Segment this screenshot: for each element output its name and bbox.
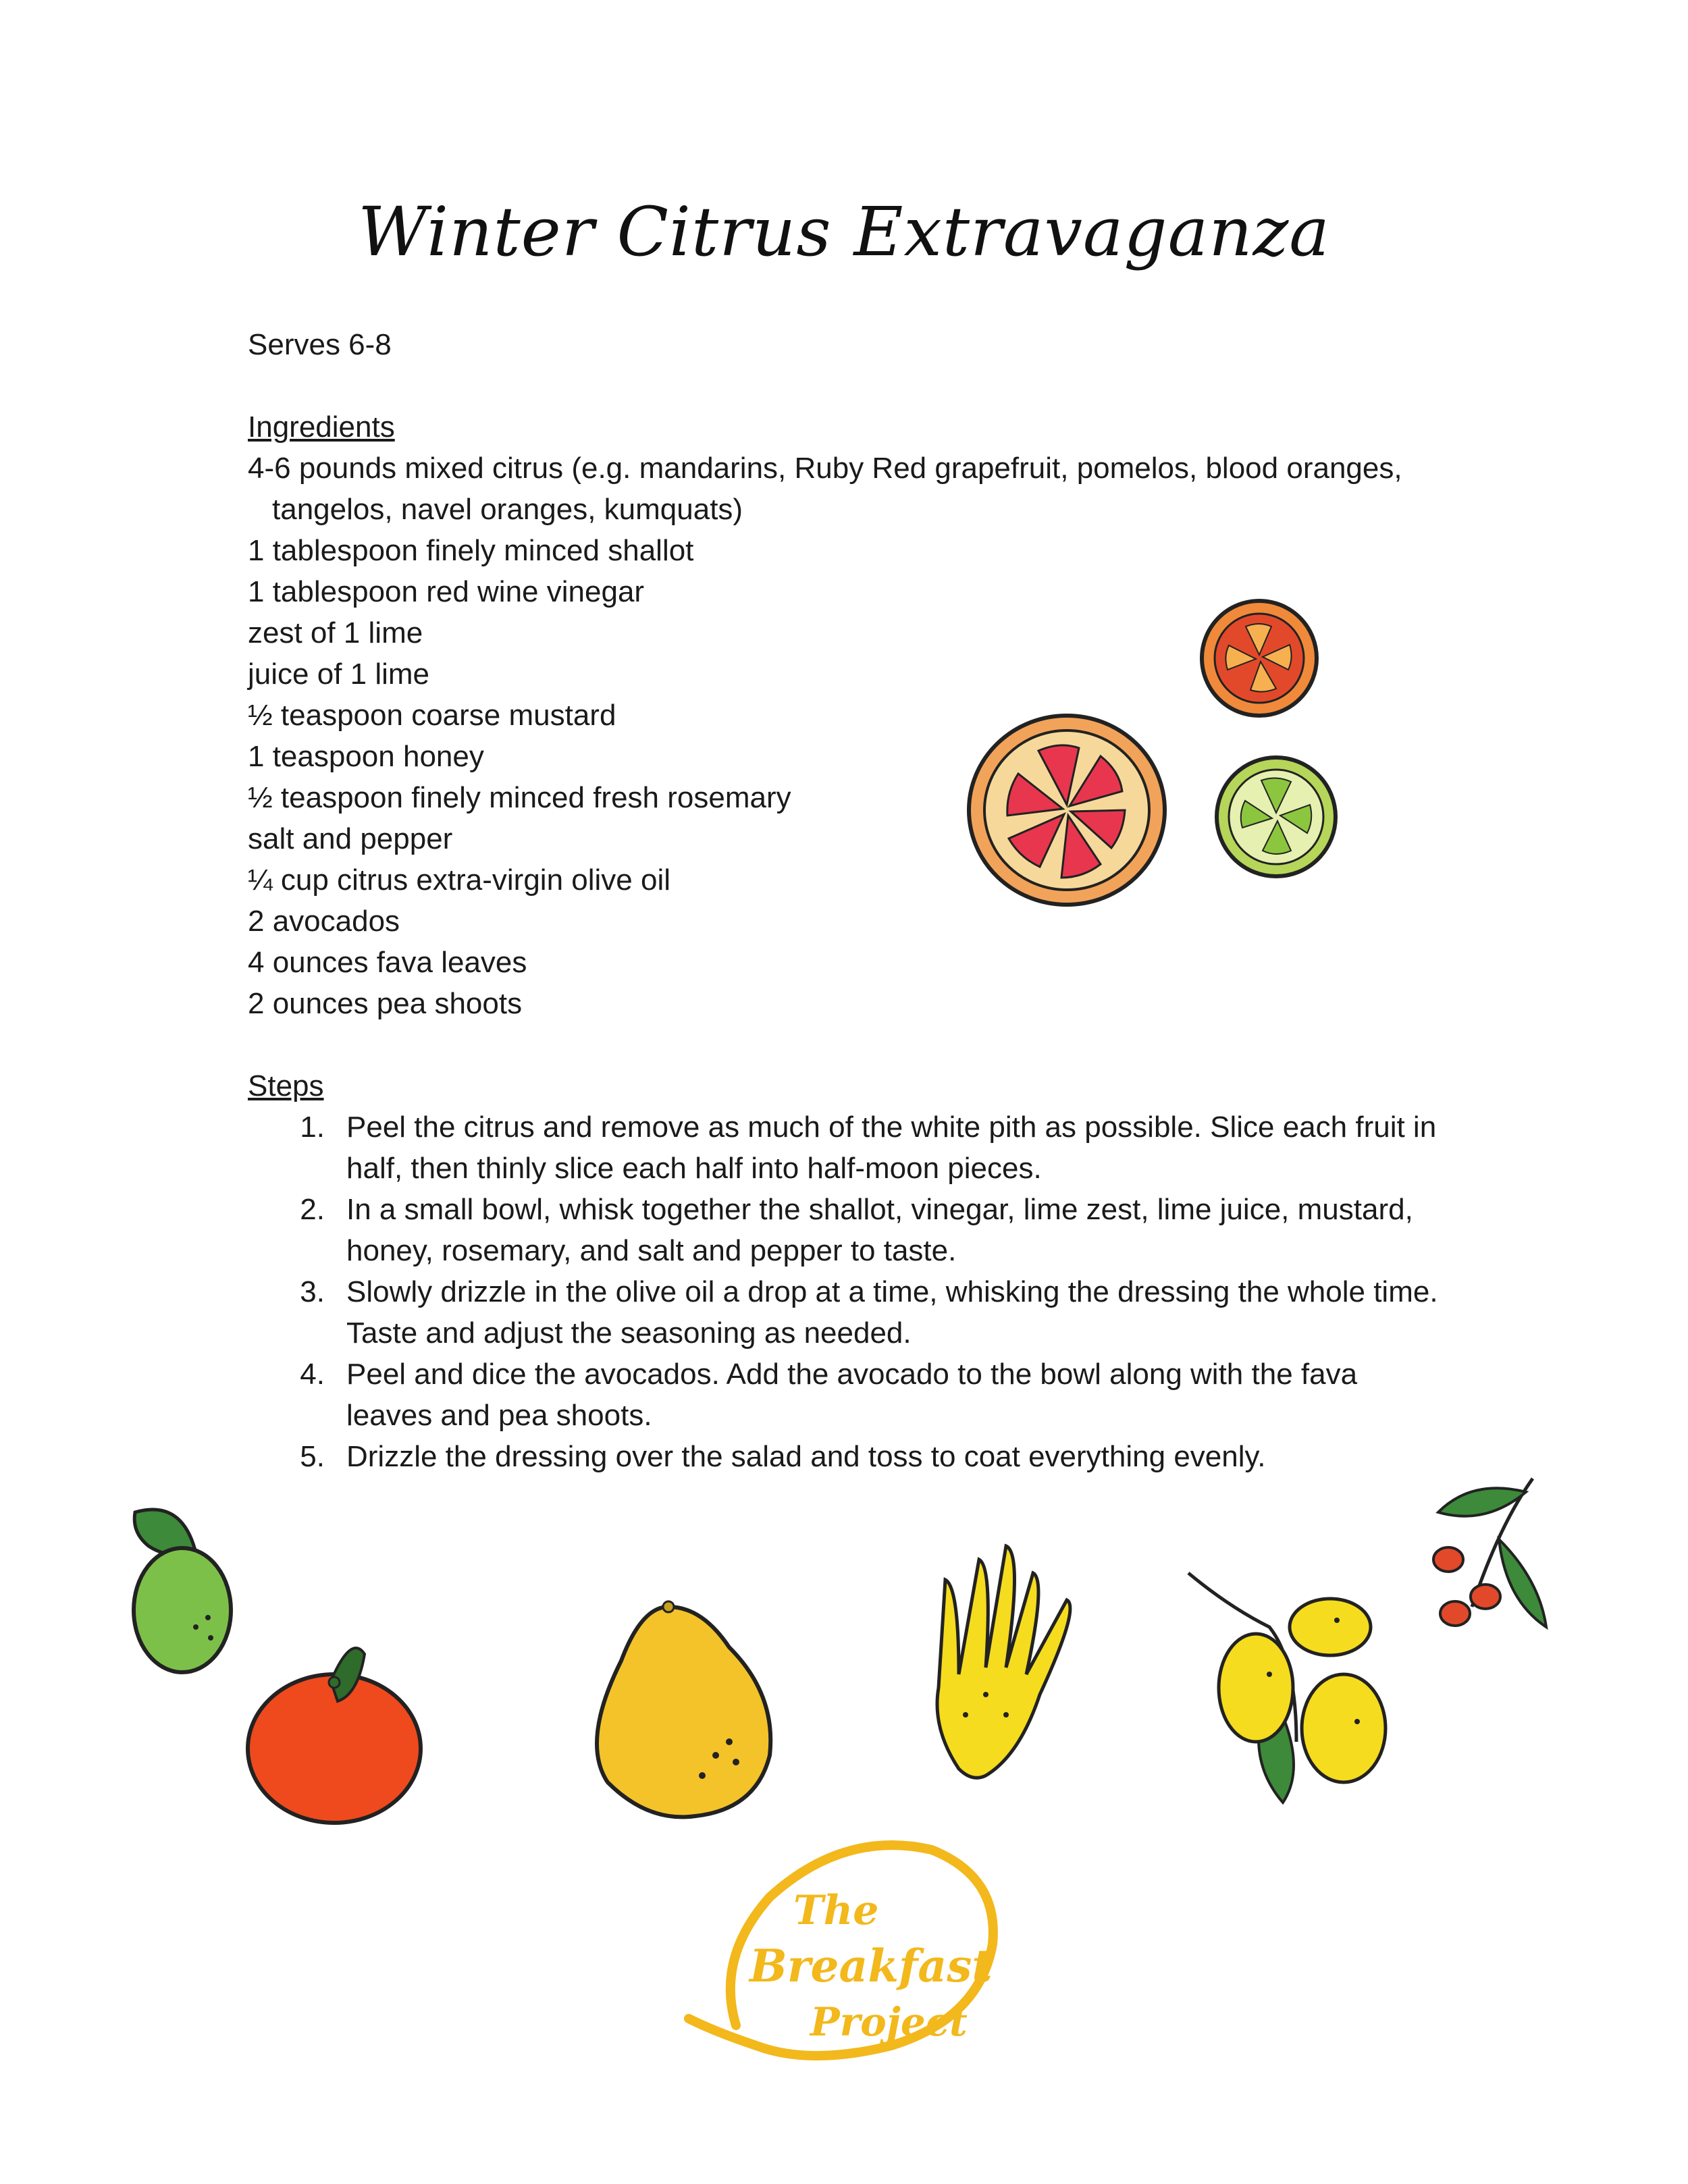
step-item [248,1189,1450,1271]
logo-line-1: The [793,1887,879,1934]
ingredient-item: salt and pepper [248,822,453,855]
step-item [248,1271,1450,1354]
ingredients-heading: Ingredients [248,410,395,444]
step-text: Slowly drizzle in the olive oil a drop at a time, whisking the dressing the whole time. Taste and adjust the seasoning as needed. [346,1275,1438,1350]
step-item [248,1107,1450,1189]
serves-text: Serves 6-8 [248,328,392,361]
logo-line-2: Breakfast [749,1940,993,1992]
buddhas-hand-icon [937,1546,1070,1778]
ingredient-item: 4 ounces fava leaves [248,946,527,979]
ingredient-item: 2 ounces pea shoots [248,987,523,1020]
grapefruit-slice-icon [969,716,1165,905]
blood-orange-slice-icon [1202,601,1317,716]
step-number: 2. [300,1193,325,1226]
lime-slice-icon [1217,757,1336,876]
step-text: Drizzle the dressing over the salad and toss to coat everything evenly. [346,1440,1266,1473]
recipe-title: Winter Citrus Extravaganza [358,192,1330,271]
ingredient-item: zest of 1 lime [248,616,423,649]
citrus-slices-illustration [959,594,1364,925]
step-number: 3. [300,1275,325,1308]
ingredient-item: 2 avocados [248,905,400,938]
ingredient-item: ½ teaspoon finely minced fresh rosemary [248,781,791,814]
step-text: In a small bowl, whisk together the shallot, vinegar, lime zest, lime juice, mustard, honey, rosemary, and salt and pepper to taste. [346,1193,1413,1267]
ingredient-item: 4-6 pounds mixed citrus (e.g. mandarins, Ruby Red grapefruit, pomelos, blood oranges, tangelos, navel oranges, kumquats) [248,452,1402,526]
step-number: 5. [300,1440,325,1473]
ingredient-item: 1 teaspoon honey [248,740,484,773]
logo-line-3: Project [810,1999,968,2045]
step-item [248,1436,1450,1477]
lime-icon [134,1510,231,1672]
kumquat-branch-icon [1433,1479,1546,1627]
ingredient-item: ¼ cup citrus extra-virgin olive oil [248,863,671,897]
steps-list [248,1107,1450,1477]
breakfast-project-logo [675,1823,1026,2079]
step-text: Peel and dice the avocados. Add the avocado to the bowl along with the fava leaves and pea shoots. [346,1358,1358,1432]
ingredient-item: juice of 1 lime [248,658,430,691]
steps-heading: Steps [248,1069,324,1102]
step-item [248,1354,1450,1436]
fruit-row-illustration [108,1472,1607,1836]
step-text: Peel the citrus and remove as much of the white pith as possible. Slice each fruit in half, then thinly slice each half into half-moon pieces. [346,1111,1437,1185]
pomelo-icon [597,1601,770,1817]
mandarin-icon [248,1648,421,1823]
ingredient-item: 1 tablespoon finely minced shallot [248,534,694,567]
lemon-branch-icon [1188,1573,1386,1803]
step-number: 1. [300,1111,325,1144]
ingredient-item: ½ teaspoon coarse mustard [248,699,616,732]
step-number: 4. [300,1358,325,1391]
ingredient-item: 1 tablespoon red wine vinegar [248,575,645,608]
